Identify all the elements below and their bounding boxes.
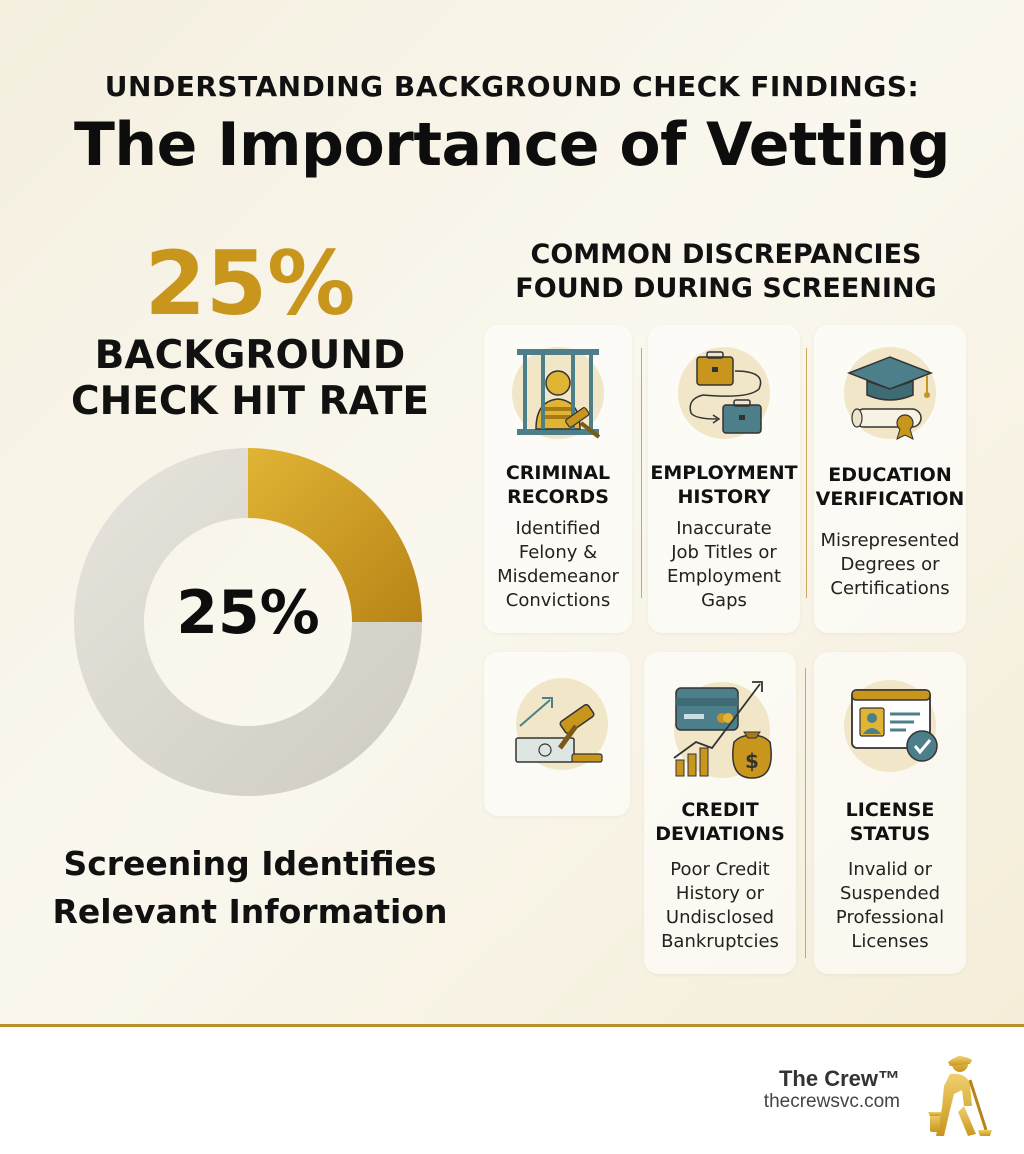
card-license-status [814, 652, 966, 974]
card-separator [806, 348, 807, 598]
card-criminal-desc-line1: Identified [515, 518, 601, 539]
svg-text:$: $ [745, 749, 759, 773]
card-license-title-line1: LICENSE [845, 799, 935, 821]
card-credit-desc-line2: History or [675, 883, 765, 904]
card-license-desc-line2: Suspended [839, 883, 941, 904]
card-credit-title-line2: DEVIATIONS [655, 823, 785, 845]
card-credit-desc-line1: Poor Credit [670, 859, 770, 880]
card-criminal-title-line2: RECORDS [507, 486, 609, 508]
card-credit-desc-line3: Undisclosed [665, 907, 775, 928]
main-title: The Importance of Vetting [73, 110, 950, 180]
stat-caption-line1: Screening Identifies [63, 844, 437, 883]
brand-name: The Crew™ [778, 1066, 900, 1091]
donut-center-label: 25% [176, 578, 320, 648]
jail-gavel-icon [503, 343, 613, 443]
card-employment-title-line2: HISTORY [677, 486, 771, 508]
stat-caption-line2: Relevant Information [52, 892, 448, 931]
license-check-icon [832, 674, 948, 778]
card-gavel-money [484, 652, 630, 816]
janitor-logo-icon [920, 1050, 992, 1140]
card-education-desc-line3: Certifications [830, 578, 950, 599]
card-separator [805, 668, 806, 958]
card-education-desc-line1: Misrepresented [820, 530, 960, 551]
card-education-desc-line2: Degrees or [840, 554, 940, 575]
card-license-title-line2: STATUS [849, 823, 931, 845]
card-license-desc-line4: Licenses [851, 931, 929, 952]
hit-rate-value: 25% [144, 232, 356, 335]
card-employment-desc-line4: Gaps [701, 590, 747, 611]
card-criminal-desc-line3: Misdemeanor [497, 566, 619, 587]
briefcase-transfer-icon [669, 343, 779, 443]
card-criminal-records [484, 325, 632, 633]
card-license-desc-line1: Invalid or [848, 859, 932, 880]
credit-card-money-icon [660, 674, 780, 782]
discrepancies-title [484, 238, 968, 306]
card-credit-title-line1: CREDIT [681, 799, 759, 821]
discrepancies-title-line1: COMMON DISCREPANCIES [530, 239, 922, 270]
card-education-verification [814, 325, 966, 633]
gavel-money-icon [502, 674, 612, 774]
graduation-diploma-icon [835, 343, 945, 443]
stat-caption [0, 840, 500, 936]
hit-rate-label [0, 333, 500, 425]
card-employment-desc-line1: Inaccurate [676, 518, 772, 539]
card-employment-desc-line3: Employment [666, 566, 782, 587]
kicker-title: UNDERSTANDING BACKGROUND CHECK FINDINGS: [104, 70, 920, 103]
card-education-title-line1: EDUCATION [828, 464, 952, 486]
card-employment-desc-line2: Job Titles or [671, 542, 777, 563]
card-employment-title-line1: EMPLOYMENT [650, 462, 798, 484]
hit-rate-label-line1: BACKGROUND [94, 333, 406, 378]
card-credit-desc-line4: Bankruptcies [661, 931, 779, 952]
card-criminal-desc-line4: Convictions [505, 590, 611, 611]
brand-url[interactable]: thecrewsvc.com [763, 1091, 900, 1112]
hit-rate-label-line2: CHECK HIT RATE [70, 379, 430, 424]
card-credit-deviations [644, 652, 796, 974]
discrepancies-title-line2: FOUND DURING SCREENING [515, 273, 937, 304]
card-criminal-desc-line2: Felony & [518, 542, 598, 563]
card-criminal-title-line1: CRIMINAL [505, 462, 611, 484]
card-education-title-line2: VERIFICATION [815, 488, 965, 510]
card-employment-history [648, 325, 800, 633]
card-separator [641, 348, 642, 598]
card-license-desc-line3: Professional [835, 907, 945, 928]
